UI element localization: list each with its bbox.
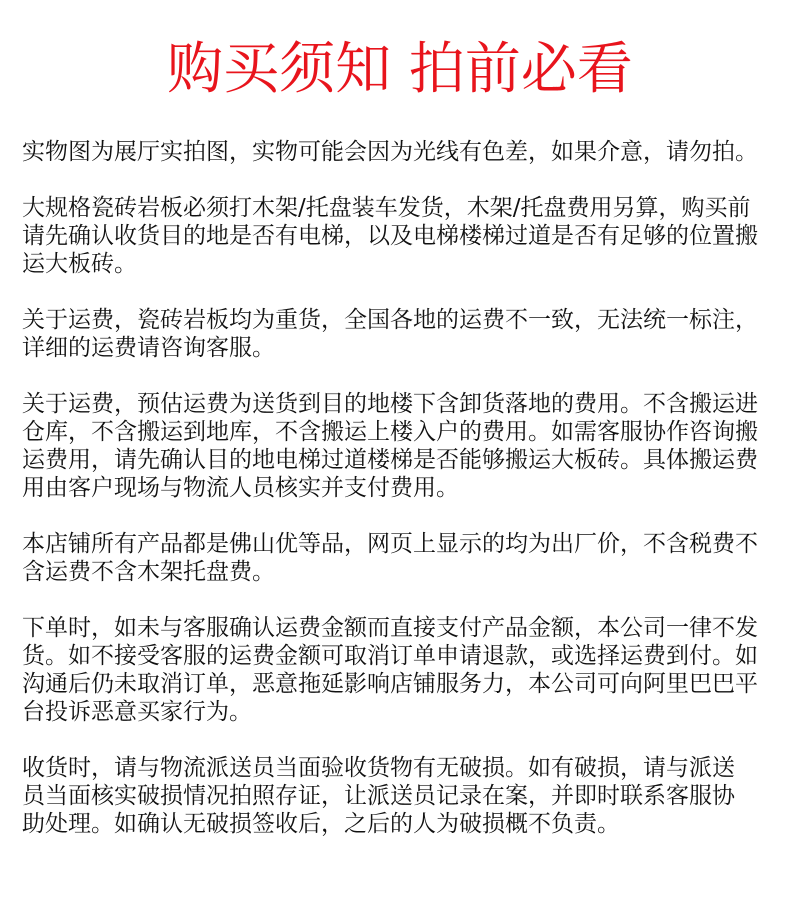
notice-line: 实物图为展厅实拍图，实物可能会因为光线有色差，如果介意，请勿拍。 [22,139,758,165]
notice-paragraph [22,138,792,166]
notice-line: 台投诉恶意买家行为。 [22,699,252,725]
notice-line: 下单时，如未与客服确认运费金额而直接支付产品金额，本公司一律不发 [22,615,758,641]
notice-line: 收货时，请与物流派送员当面验收货物有无破损。如有破损，请与派送 [22,755,735,781]
notice-line: 沟通后仍未取消订单，恶意拖延影响店铺服务力，本公司可向阿里巴巴平 [22,671,758,697]
notice-line: 运费用，请先确认目的地电梯过道楼梯是否能够搬运大板砖。具体搬运费 [22,447,758,473]
notice-line: 详细的运费请咨询客服。 [22,335,275,361]
notice-paragraph [22,194,792,278]
notice-line: 运大板砖。 [22,251,137,277]
notice-paragraph [22,530,792,586]
notice-line: 仓库，不含搬运到地库，不含搬运上楼入户的费用。如需客服协作咨询搬 [22,419,758,445]
notice-line: 员当面核实破损情况拍照存证，让派送员记录在案，并即时联系客服协 [22,783,735,809]
notice-line: 本店铺所有产品都是佛山优等品，网页上显示的均为出厂价，不含税费不 [22,531,758,557]
notice-line: 货。如不接受客服的运费金额可取消订单申请退款，或选择运费到付。如 [22,643,758,669]
notice-line: 关于运费，预估运费为送货到目的地楼下含卸货落地的费用。不含搬运进 [22,391,758,417]
page-title: 购买须知 拍前必看 [167,37,633,102]
notice-paragraph [22,390,792,502]
notice-paragraph [22,614,792,726]
notice-paragraph [22,754,792,838]
notice-line: 请先确认收货目的地是否有电梯，以及电梯楼梯过道是否有足够的位置搬 [22,223,758,249]
notice-line: 关于运费，瓷砖岩板均为重货，全国各地的运费不一致，无法统一标注， [22,307,758,333]
notice-line: 用由客户现场与物流人员核实并支付费用。 [22,475,459,501]
notice-content [22,138,792,866]
notice-paragraph [22,306,792,362]
notice-line: 助处理。如确认无破损签收后，之后的人为破损概不负责。 [22,811,620,837]
notice-line: 含运费不含木架托盘费。 [22,559,275,585]
notice-line: 大规格瓷砖岩板必须打木架/托盘装车发货，木架/托盘费用另算，购买前 [22,195,751,221]
